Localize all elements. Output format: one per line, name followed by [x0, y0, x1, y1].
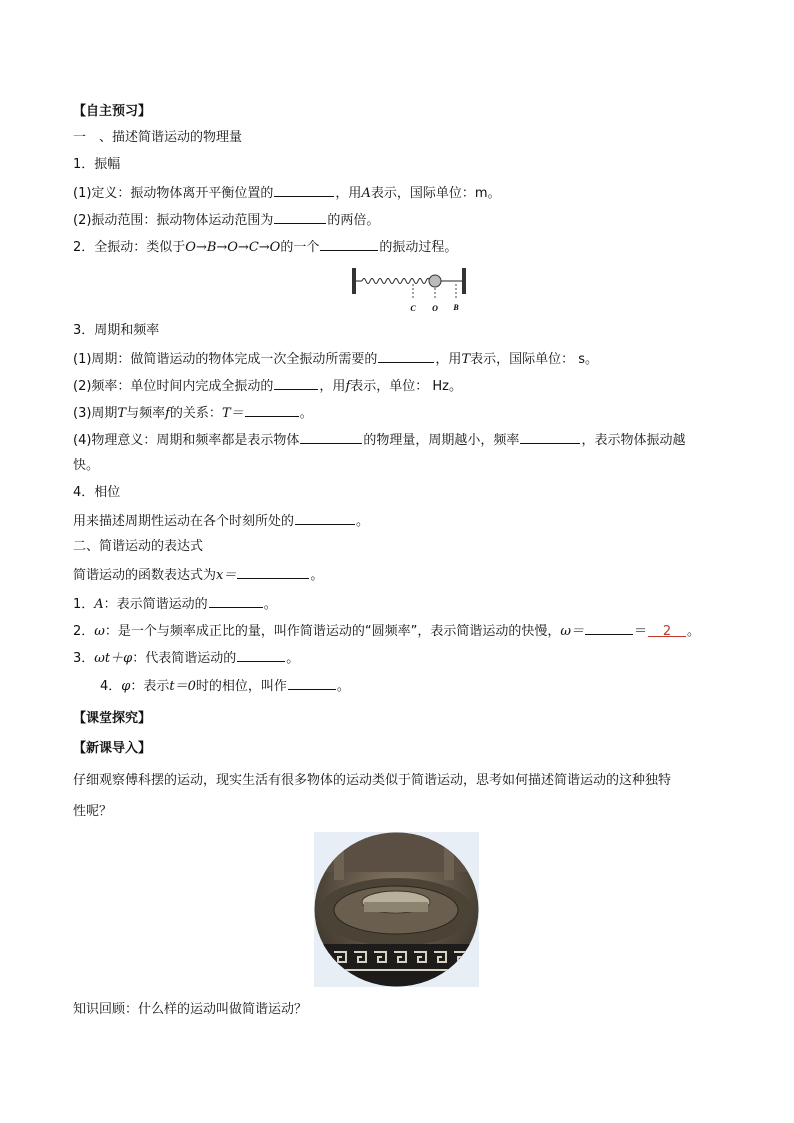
text: 。 — [299, 406, 313, 421]
spring — [362, 279, 434, 284]
equation: x＝ — [216, 568, 237, 583]
text: ，用 — [319, 379, 346, 394]
text: ：表示简谐运动的 — [103, 597, 208, 612]
heading-new-lesson: 【新课导入】 — [73, 741, 152, 756]
left-wall — [352, 268, 356, 294]
heading-classroom: 【课堂探究】 — [73, 711, 152, 726]
text: 的关系： — [169, 406, 222, 421]
text: 简谐运动的函数表达式为 — [73, 568, 217, 583]
item-3-period — [73, 349, 598, 369]
text: 的物理量，周期越小，频率 — [363, 433, 520, 448]
section-2-title: 二、简谐运动的表达式 — [73, 539, 204, 554]
answer-blank[interactable] — [274, 376, 318, 390]
text: 与频率 — [126, 406, 166, 421]
variable: ω — [94, 624, 105, 639]
text: 的一个 — [280, 240, 320, 255]
text: 用来描述周期性运动在各个时刻所处的 — [73, 514, 295, 529]
text: ，用 — [435, 352, 462, 367]
text: 。 — [310, 568, 324, 583]
label-b: B — [453, 303, 459, 312]
label-c: C — [410, 304, 416, 313]
mass-ball — [429, 275, 441, 287]
answer-blank[interactable] — [300, 430, 362, 444]
equation: ω＝ — [560, 624, 584, 639]
answer-blank[interactable] — [320, 237, 378, 251]
text: 。 — [336, 679, 350, 694]
expression-3 — [73, 648, 299, 668]
item-3-meaning — [73, 430, 685, 450]
text: 的两倍。 — [327, 213, 380, 228]
item-1-title: 1．振幅 — [73, 157, 121, 172]
answer-blank[interactable] — [378, 349, 434, 363]
right-wall — [462, 268, 466, 294]
label-o: O — [432, 304, 438, 313]
answer-blank[interactable] — [274, 183, 334, 197]
expression-1 — [73, 594, 277, 614]
item-2-full-vibration — [73, 237, 457, 257]
intro-line-2: 性呢？ — [73, 804, 113, 819]
variable: φ — [121, 679, 131, 694]
text: 表示，国际单位： s。 — [470, 352, 599, 367]
text: 。 — [286, 651, 300, 666]
text: 时的相位，叫作 — [195, 679, 287, 694]
text: ：是一个与频率成正比的量，叫作简谐运动的“圆频率”，表示简谐运动的快慢， — [104, 624, 561, 639]
answer-blank[interactable] — [237, 648, 285, 662]
text: (2)频率：单位时间内完成全振动的 — [73, 379, 274, 394]
section-1-title: 一 、描述简谐运动的物理量 — [73, 130, 243, 145]
answer-blank[interactable] — [237, 565, 309, 579]
text: 2．全振动：类似于 — [73, 240, 186, 255]
answer-blank[interactable] — [585, 621, 633, 635]
text: 1． — [73, 597, 95, 612]
text: 。 — [356, 514, 370, 529]
variable: f — [345, 379, 351, 394]
answer-blank[interactable] — [520, 430, 580, 444]
path-expression: O→B→O→C→O — [185, 240, 281, 255]
text: 3． — [73, 651, 95, 666]
knowledge-review: 知识回顾：什么样的运动叫做简谐运动？ — [73, 1002, 308, 1017]
text: 2． — [73, 624, 95, 639]
item-4-text — [73, 511, 369, 531]
text: (1)周期：做简谐运动的物体完成一次全振动所需要的 — [73, 352, 378, 367]
item-4-title: 4．相位 — [73, 485, 121, 500]
item-3-frequency — [73, 376, 462, 396]
text: (4)物理意义：周期和频率都是表示物体 — [73, 433, 300, 448]
text: ，表示物体振动越 — [581, 433, 686, 448]
variable: A — [361, 186, 371, 201]
variable: A — [94, 597, 104, 612]
answer-blank[interactable] — [274, 210, 326, 224]
item-3-relation — [73, 403, 313, 423]
variable: f — [165, 406, 170, 421]
answer-blank[interactable] — [295, 511, 355, 525]
heading-preview: 【自主预习】 — [73, 104, 152, 119]
answer-blank-filled[interactable] — [648, 623, 686, 637]
answer-blank[interactable] — [288, 676, 336, 690]
answer-blank[interactable] — [209, 594, 263, 608]
item-1-range — [73, 210, 379, 230]
item-1-definition — [73, 183, 501, 203]
text: ＝ — [633, 624, 647, 639]
variable: ωt＋φ — [94, 651, 133, 666]
text: 。 — [687, 624, 701, 639]
item-3-title: 3．周期和频率 — [73, 323, 160, 338]
variable: T — [117, 406, 127, 421]
foucault-pendulum-photo — [314, 832, 479, 987]
expression-2 — [73, 621, 700, 641]
text: 表示，单位： Hz。 — [350, 379, 462, 394]
text: (1)定义：振动物体离开平衡位置的 — [73, 186, 274, 201]
text: (2)振动范围：振动物体运动范围为 — [73, 213, 274, 228]
section-2-text — [73, 565, 323, 585]
variable: T — [461, 352, 471, 367]
spring-oscillator-diagram — [350, 266, 470, 316]
text: 表示，国际单位：m。 — [370, 186, 501, 201]
text: 4． — [100, 679, 122, 694]
filled-answer: 2 — [662, 624, 672, 639]
text: ，用 — [335, 186, 362, 201]
text: 。 — [263, 597, 277, 612]
intro-line-1: 仔细观察傅科摆的运动，现实生活有很多物体的运动类似于简谐运动，思考如何描述简谐运动的这种独特 — [73, 773, 672, 788]
equation: t＝0 — [169, 679, 196, 694]
equation: T＝ — [221, 406, 244, 421]
text: (3)周期 — [73, 406, 118, 421]
text: ：表示 — [130, 679, 170, 694]
item-3-meaning-cont: 快。 — [73, 458, 100, 473]
text: ：代表简谐运动的 — [132, 651, 237, 666]
text: 的振动过程。 — [379, 240, 458, 255]
expression-4 — [100, 676, 350, 696]
answer-blank[interactable] — [245, 403, 299, 417]
